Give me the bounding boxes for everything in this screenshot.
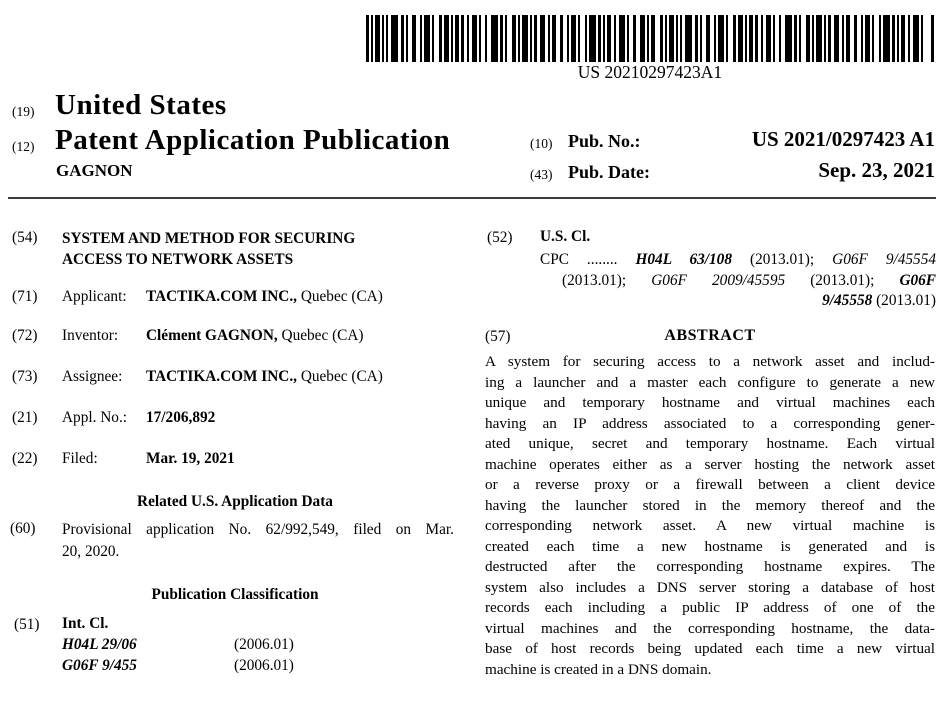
cpc-version: (2013.01); bbox=[731, 251, 833, 268]
us-cl-code: (52) bbox=[487, 229, 513, 246]
filed-label: Filed: bbox=[62, 450, 98, 467]
provisional-code: (60) bbox=[10, 520, 36, 537]
abstract-line: or a reverse proxy or a firewall between a client device bbox=[485, 476, 935, 493]
abstract-line: system also includes a DNS server storing a database of host bbox=[485, 578, 935, 596]
inventor-surname: GAGNON bbox=[56, 161, 133, 180]
cpc-class: G06F bbox=[899, 271, 936, 289]
pub-date-label: Pub. Date: bbox=[568, 162, 650, 182]
inventor-label: Inventor: bbox=[62, 327, 119, 344]
assignee-row bbox=[62, 368, 454, 386]
abstract-heading: ABSTRACT bbox=[664, 327, 756, 344]
abstract-line: corresponding network asset. A new virtual machine is bbox=[485, 517, 935, 534]
provisional-text bbox=[62, 519, 454, 563]
assignee-code: (73) bbox=[12, 368, 38, 385]
header-divider bbox=[8, 197, 936, 199]
kind-code-12: (12) bbox=[12, 139, 35, 154]
barcode-text: US 20210297423A1 bbox=[577, 62, 723, 82]
appl-no-value: 17/206,892 bbox=[146, 409, 216, 426]
abstract-line: destructed after the corresponding hostname expires. The bbox=[485, 558, 935, 575]
invention-title-line2: ACCESS TO NETWORK ASSETS bbox=[62, 251, 294, 268]
related-data-heading: Related U.S. Application Data bbox=[137, 493, 333, 510]
pub-no-label: Pub. No.: bbox=[568, 131, 641, 151]
applicant-name: TACTIKA.COM INC., bbox=[146, 288, 297, 305]
appl-no-row bbox=[62, 409, 454, 427]
assignee-label: Assignee: bbox=[62, 368, 123, 385]
cpc-class: G06F 9/45554 bbox=[832, 251, 936, 268]
cpc-class: G06F 2009/45595 bbox=[651, 271, 786, 289]
abstract-code: (57) bbox=[485, 328, 511, 345]
int-cl-label: Int. Cl. bbox=[62, 615, 109, 632]
cpc-line1 bbox=[540, 250, 936, 271]
cpc-version: (2013.01) bbox=[872, 292, 936, 309]
filed-code: (22) bbox=[12, 450, 38, 467]
abstract-line: having the launcher stored in the memory thereof and the bbox=[485, 496, 935, 514]
cpc-line3 bbox=[540, 291, 936, 312]
cpc-prefix: CPC ........ bbox=[540, 251, 636, 268]
abstract-line: having an IP address associated to a corresponding gener- bbox=[485, 414, 935, 432]
cpc-class: 9/45558 bbox=[822, 292, 873, 309]
int-cl-version: (2006.01) bbox=[234, 657, 294, 674]
provisional-line2: 20, 2020. bbox=[62, 543, 120, 560]
assignee-rest: Quebec (CA) bbox=[297, 368, 383, 385]
abstract-line: ing a launcher and a master each configure to generate a new bbox=[485, 373, 935, 391]
inventor-rest: Quebec (CA) bbox=[277, 327, 364, 344]
pub-no-value: US 2021/0297423 A1 bbox=[751, 127, 935, 151]
pub-no-code: (10) bbox=[530, 136, 553, 151]
pub-date-code: (43) bbox=[530, 167, 553, 182]
us-cl-label: U.S. Cl. bbox=[540, 228, 591, 245]
int-cl-class: H04L 29/06 bbox=[62, 636, 137, 653]
abstract-line: unique and temporary hostname and virtual machines each bbox=[485, 394, 935, 411]
kind-code-19: (19) bbox=[12, 104, 35, 119]
doc-type-title: Patent Application Publication bbox=[55, 124, 451, 156]
provisional-line1: Provisional application No. 62/992,549, filed on Mar. bbox=[62, 521, 454, 538]
cpc-line2 bbox=[540, 271, 936, 292]
cpc-class: H04L 63/108 bbox=[635, 251, 732, 268]
int-cl-version: (2006.01) bbox=[234, 636, 294, 653]
int-cl-block bbox=[62, 615, 402, 678]
cpc-block bbox=[540, 250, 936, 312]
appl-no-code: (21) bbox=[12, 409, 38, 426]
barcode bbox=[366, 15, 934, 62]
abstract-line: created each time a new hostname is generated and is bbox=[485, 537, 935, 555]
abstract-line: base of host records being updated each time a new virtual bbox=[485, 640, 935, 657]
abstract-line: A system for securing access to a network asset and includ- bbox=[485, 353, 935, 370]
inventor-name: Clément GAGNON, bbox=[146, 327, 278, 344]
abstract-line: virtual machines and the corresponding hostname, the data- bbox=[485, 619, 935, 637]
inventor-row bbox=[62, 327, 454, 345]
title-code: (54) bbox=[12, 229, 38, 246]
abstract-line: records each including a public IP address of one of the bbox=[485, 599, 935, 616]
assignee-name: TACTIKA.COM INC., bbox=[146, 368, 297, 385]
applicant-row bbox=[62, 288, 454, 306]
abstract-line: ated unique, secret and temporary hostname. Each virtual bbox=[485, 435, 935, 452]
pub-date-value: Sep. 23, 2021 bbox=[818, 158, 935, 182]
applicant-rest: Quebec (CA) bbox=[297, 288, 383, 305]
country-title: United States bbox=[55, 89, 227, 121]
invention-title bbox=[62, 228, 432, 270]
abstract-line: machine is created in a DNS domain. bbox=[485, 660, 712, 678]
abstract-body bbox=[485, 352, 935, 680]
inventor-code: (72) bbox=[12, 327, 38, 344]
filed-value: Mar. 19, 2021 bbox=[146, 450, 235, 467]
cpc-version: (2013.01); bbox=[562, 271, 652, 289]
appl-no-label: Appl. No.: bbox=[62, 409, 128, 426]
cpc-version: (2013.01); bbox=[785, 271, 900, 289]
pub-classification-heading: Publication Classification bbox=[151, 586, 319, 603]
invention-title-line1: SYSTEM AND METHOD FOR SECURING bbox=[62, 230, 356, 247]
applicant-label: Applicant: bbox=[62, 288, 127, 305]
abstract-line: machine operates either as a server hosting the network asset bbox=[485, 455, 935, 473]
int-cl-entry bbox=[62, 657, 402, 678]
applicant-code: (71) bbox=[12, 288, 38, 305]
int-cl-entry bbox=[62, 636, 402, 657]
int-cl-class: G06F 9/455 bbox=[62, 657, 137, 674]
filed-row bbox=[62, 450, 454, 468]
int-cl-code: (51) bbox=[14, 616, 40, 633]
